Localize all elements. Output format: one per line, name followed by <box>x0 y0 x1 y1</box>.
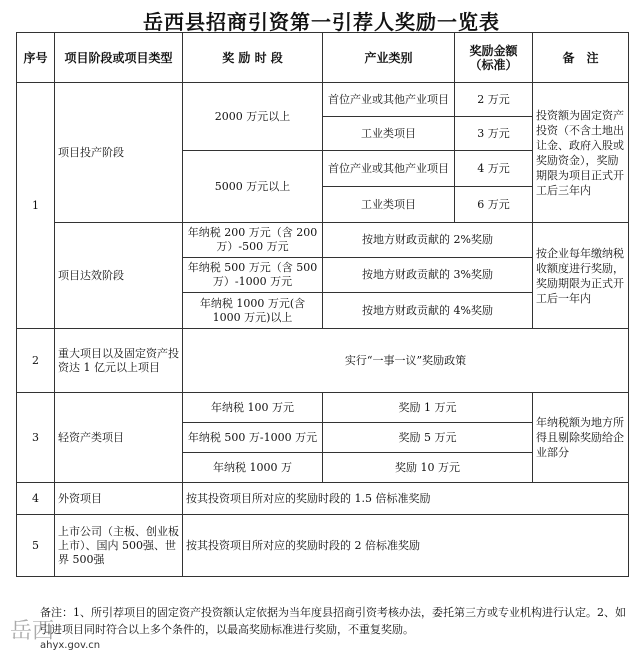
tax-cell: 年纳税 100 万元 <box>183 393 323 423</box>
header-category: 产业类别 <box>323 33 455 83</box>
seq-cell: 5 <box>17 515 55 577</box>
category-cell: 首位产业或其他产业项目 <box>323 151 455 187</box>
tax-cell: 年纳税 200 万元（含 200 万）-500 万元 <box>183 223 323 258</box>
footnote: 备注：1、所引荐项目的固定资产投资额认定依据为当年度县招商引资考核办法，委托第三方或专业机构进行认定。2、如引进项目同时符合以上多个条件的，以最高奖励标准进行奖励，不重复奖励。 <box>40 606 626 636</box>
header-remark: 备 注 <box>533 33 629 83</box>
reward-cell: 按地方财政贡献的 3%奖励 <box>323 258 533 293</box>
header-row <box>17 33 629 83</box>
amount-cell: 4 万元 <box>455 151 533 187</box>
stage-cell: 外资项目 <box>55 483 183 515</box>
tax-cell: 年纳税 1000 万元(含 1000 万元)以上 <box>183 293 323 329</box>
reward-cell: 奖励 10 万元 <box>323 453 533 483</box>
policy-cell: 按其投资项目所对应的奖励时段的 2 倍标准奖励 <box>183 515 629 577</box>
watermark-url: ahyx.gov.cn <box>40 640 101 651</box>
remark-cell: 年纳税额为地方所得且剔除奖励给企业部分 <box>533 393 629 483</box>
header-seq: 序号 <box>17 33 55 83</box>
remark-cell: 投资额为固定资产投资（不含土地出让金、政府入股或奖励资金），奖励期限为项目正式开工后三年内 <box>533 83 629 223</box>
reward-cell: 奖励 1 万元 <box>323 393 533 423</box>
table-row <box>17 83 629 117</box>
amount-cell: 2 万元 <box>455 83 533 117</box>
category-cell: 工业类项目 <box>323 117 455 151</box>
seq-cell: 3 <box>17 393 55 483</box>
policy-cell: 实行“一事一议”奖励政策 <box>183 329 629 393</box>
seq-cell: 2 <box>17 329 55 393</box>
tax-cell: 年纳税 500 万-1000 万元 <box>183 423 323 453</box>
reward-cell: 按地方财政贡献的 4%奖励 <box>323 293 533 329</box>
header-amount: 奖励金额（标准） <box>455 33 533 83</box>
period-cell: 2000 万元以上 <box>183 83 323 151</box>
page-title: 岳西县招商引资第一引荐人奖励一览表 <box>143 10 500 34</box>
stage-cell: 项目达效阶段 <box>55 223 183 329</box>
reward-cell: 奖励 5 万元 <box>323 423 533 453</box>
amount-cell: 3 万元 <box>455 117 533 151</box>
header-stage: 项目阶段或项目类型 <box>55 33 183 83</box>
amount-cell: 6 万元 <box>455 187 533 223</box>
table-row <box>17 483 629 515</box>
stage-cell: 项目投产阶段 <box>55 83 183 223</box>
stage-cell: 上市公司（主板、创业板上市）、国内 500强、世界 500强 <box>55 515 183 577</box>
table-row <box>17 223 629 258</box>
category-cell: 工业类项目 <box>323 187 455 223</box>
table-row <box>17 393 629 423</box>
tax-cell: 年纳税 1000 万 <box>183 453 323 483</box>
reward-cell: 按地方财政贡献的 2%奖励 <box>323 223 533 258</box>
tax-cell: 年纳税 500 万元（含 500 万）-1000 万元 <box>183 258 323 293</box>
watermark-glyphs: 岳西 <box>10 619 55 644</box>
remark-cell: 按企业每年缴纳税收额度进行奖励，奖励期限为正式开工后一年内 <box>533 223 629 329</box>
table-row <box>17 515 629 577</box>
header-period: 奖 励 时 段 <box>183 33 323 83</box>
table-row <box>17 329 629 393</box>
seq-cell: 1 <box>17 83 55 329</box>
stage-cell: 轻资产类项目 <box>55 393 183 483</box>
stage-cell: 重大项目以及固定资产投资达 1 亿元以上项目 <box>55 329 183 393</box>
period-cell: 5000 万元以上 <box>183 151 323 223</box>
policy-cell: 按其投资项目所对应的奖励时段的 1.5 倍标准奖励 <box>183 483 629 515</box>
reward-table <box>16 32 629 577</box>
seq-cell: 4 <box>17 483 55 515</box>
category-cell: 首位产业或其他产业项目 <box>323 83 455 117</box>
